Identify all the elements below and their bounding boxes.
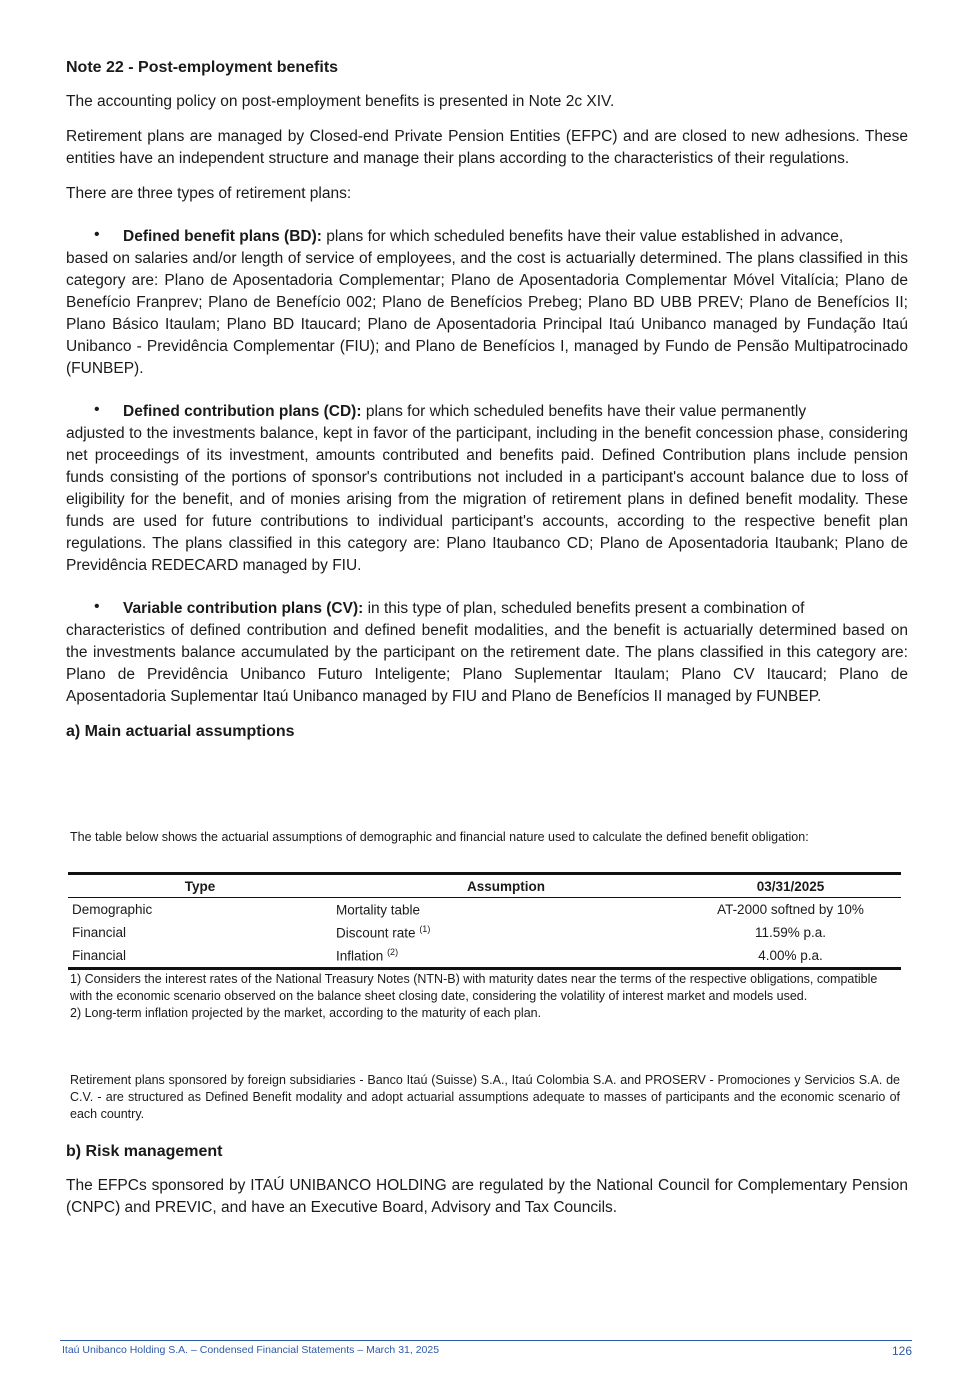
table-row	[68, 944, 901, 969]
cell-assumption: Discount rate $^{(1)}$	[336, 924, 431, 941]
table-header-row	[68, 874, 901, 898]
note-title: Note 22 - Post-employment benefits	[66, 59, 339, 76]
page-number: 126	[891, 1344, 912, 1358]
footnote-ref: (2)	[387, 947, 399, 958]
cell-type: Financial	[68, 944, 332, 969]
actuarial-assumptions-table	[68, 872, 901, 970]
bullet-text: based on salaries and/or length of service of employees, and the cost is actuarially determined. The plans classified in this category are: Plano de Aposentadoria Complementar; Plano de Aposentadoria Complementar Móvel Vitalícia; Plano de Benefício Franprev; Plano de Benefício 002; Plano de Benefícios Prebeg; Plano BD UBB PREV; Plano de Benefícios II; Plano Básico Itaulam; Plano BD Itaucard; Plano de Aposentadoria Principal Itaú Unibanco managed by Fundação Itaú Unibanco - Previdência Complementar (FIU); and Plano de Benefícios I, managed by Fundo de Pensão Multipatrocinado (FUNBEP).	[66, 250, 908, 377]
cell-value: 4.00% p.a.	[680, 944, 901, 969]
footer-divider	[60, 1340, 912, 1341]
table-row	[68, 921, 901, 944]
main-content	[66, 57, 908, 743]
table-footnotes	[70, 971, 902, 1022]
section-b-title: b) Risk management	[66, 1143, 223, 1160]
cell-assumption: Inflation $^{(2)}$	[332, 944, 680, 969]
cell-assumption: Mortality table	[336, 902, 421, 918]
footnote-2: 2) Long-term inflation projected by the market, according to the maturity of each plan.	[70, 1006, 542, 1020]
cell-value: AT-2000 softned by 10%	[717, 902, 864, 917]
bullet-lead: Defined benefit plans (BD):	[123, 228, 322, 245]
bullet-text: characteristics of defined contribution and defined benefit modalities, and the benefit is actuarially determined based on the investments balance accumulated by the participant on the retirement date. The plans classified in this category are: Plano de Previdência Unibanco Futuro Inteligente; Plano Suplementar Itaulam; Plano CV Itaucard; Plano de Aposentadoria Suplementar Itaú Unibanco managed by FIU and Plano de Benefícios II managed by FUNBEP.	[66, 622, 908, 705]
bullet-first-line: plans for which scheduled benefits have their value established in advance,	[321, 228, 844, 245]
bullet-bd	[66, 226, 908, 380]
plans-paragraph: Retirement plans are managed by Closed-end Private Pension Entities (EFPC) and are closed to new adhesions. These entities have an independent structure and manage their plans according to the characteristics of their regulations.	[66, 128, 908, 167]
bullet-icon: •	[94, 598, 100, 615]
column-header-date: 03/31/2025	[680, 874, 901, 898]
table-row	[68, 898, 901, 922]
foreign-subsidiaries-paragraph: Retirement plans sponsored by foreign subsidiaries - Banco Itaú (Suisse) S.A., Itaú Colombia S.A. and PROSERV - Promociones y Servicios S.A. de C.V. - are structured as Defined Benefit modality and adopt actuarial assumptions adequate to masses of participants and the economic scenario of each country.	[70, 1073, 900, 1121]
policy-paragraph: The accounting policy on post-employment benefits is presented in Note 2c XIV.	[66, 93, 615, 110]
bullet-first-line: in this type of plan, scheduled benefits present a combination of	[363, 600, 805, 617]
bullet-icon: •	[94, 226, 100, 243]
bullet-lead: Defined contribution plans (CD):	[123, 403, 362, 420]
bullet-first-line: plans for which scheduled benefits have their value permanently	[361, 403, 807, 420]
bullet-cd	[66, 401, 908, 577]
table-intro: The table below shows the actuarial assumptions of demographic and financial nature used to calculate the defined benefit obligation:	[70, 830, 809, 844]
bullet-icon: •	[94, 401, 100, 418]
risk-paragraph: The EFPCs sponsored by ITAÚ UNIBANCO HOLDING are regulated by the National Council for Complementary Pension (CNPC) and PREVIC, and have an Executive Board, Advisory and Tax Councils.	[66, 1177, 908, 1216]
cell-value: 11.59% p.a.	[754, 925, 827, 940]
cell-type: Demographic	[72, 902, 153, 917]
types-intro: There are three types of retirement plans:	[66, 185, 352, 202]
column-header-assumption: Assumption	[332, 874, 680, 898]
footnote-1: 1) Considers the interest rates of the National Treasury Notes (NTN-B) with maturity dates near the terms of the respective obligations, compatible with the economic scenario observed on the balance sheet closing date, considering the volatility of interest market and models used.	[70, 972, 878, 1003]
footnote-ref: (1)	[419, 924, 431, 935]
cell-type: Financial	[72, 925, 127, 940]
footer-text: Itaú Unibanco Holding S.A. – Condensed Financial Statements – March 31, 2025	[62, 1344, 440, 1356]
bullet-cv	[66, 598, 908, 708]
bullet-text: adjusted to the investments balance, kept in favor of the participant, including in the benefit concession phase, considering net proceedings of its investment, amounts contributed and benefits paid. Defined Contribution plans include pension funds consisting of the portions of sponsor's contributions not included in a participant's account balance due to loss of eligibility for the benefit, and of monies arising from the migration of retirement plans in defined benefit modality. These funds are used for future contributions to individual participant's accounts, according to the respective benefit plan regulations. The plans classified in this category are: Plano Itaubanco CD; Plano de Aposentadoria Itaubank; Plano de Previdência REDECARD managed by FIU.	[66, 425, 908, 574]
bullet-lead: Variable contribution plans (CV):	[123, 600, 364, 617]
column-header-type: Type	[68, 874, 332, 898]
section-a-title: a) Main actuarial assumptions	[66, 723, 295, 740]
